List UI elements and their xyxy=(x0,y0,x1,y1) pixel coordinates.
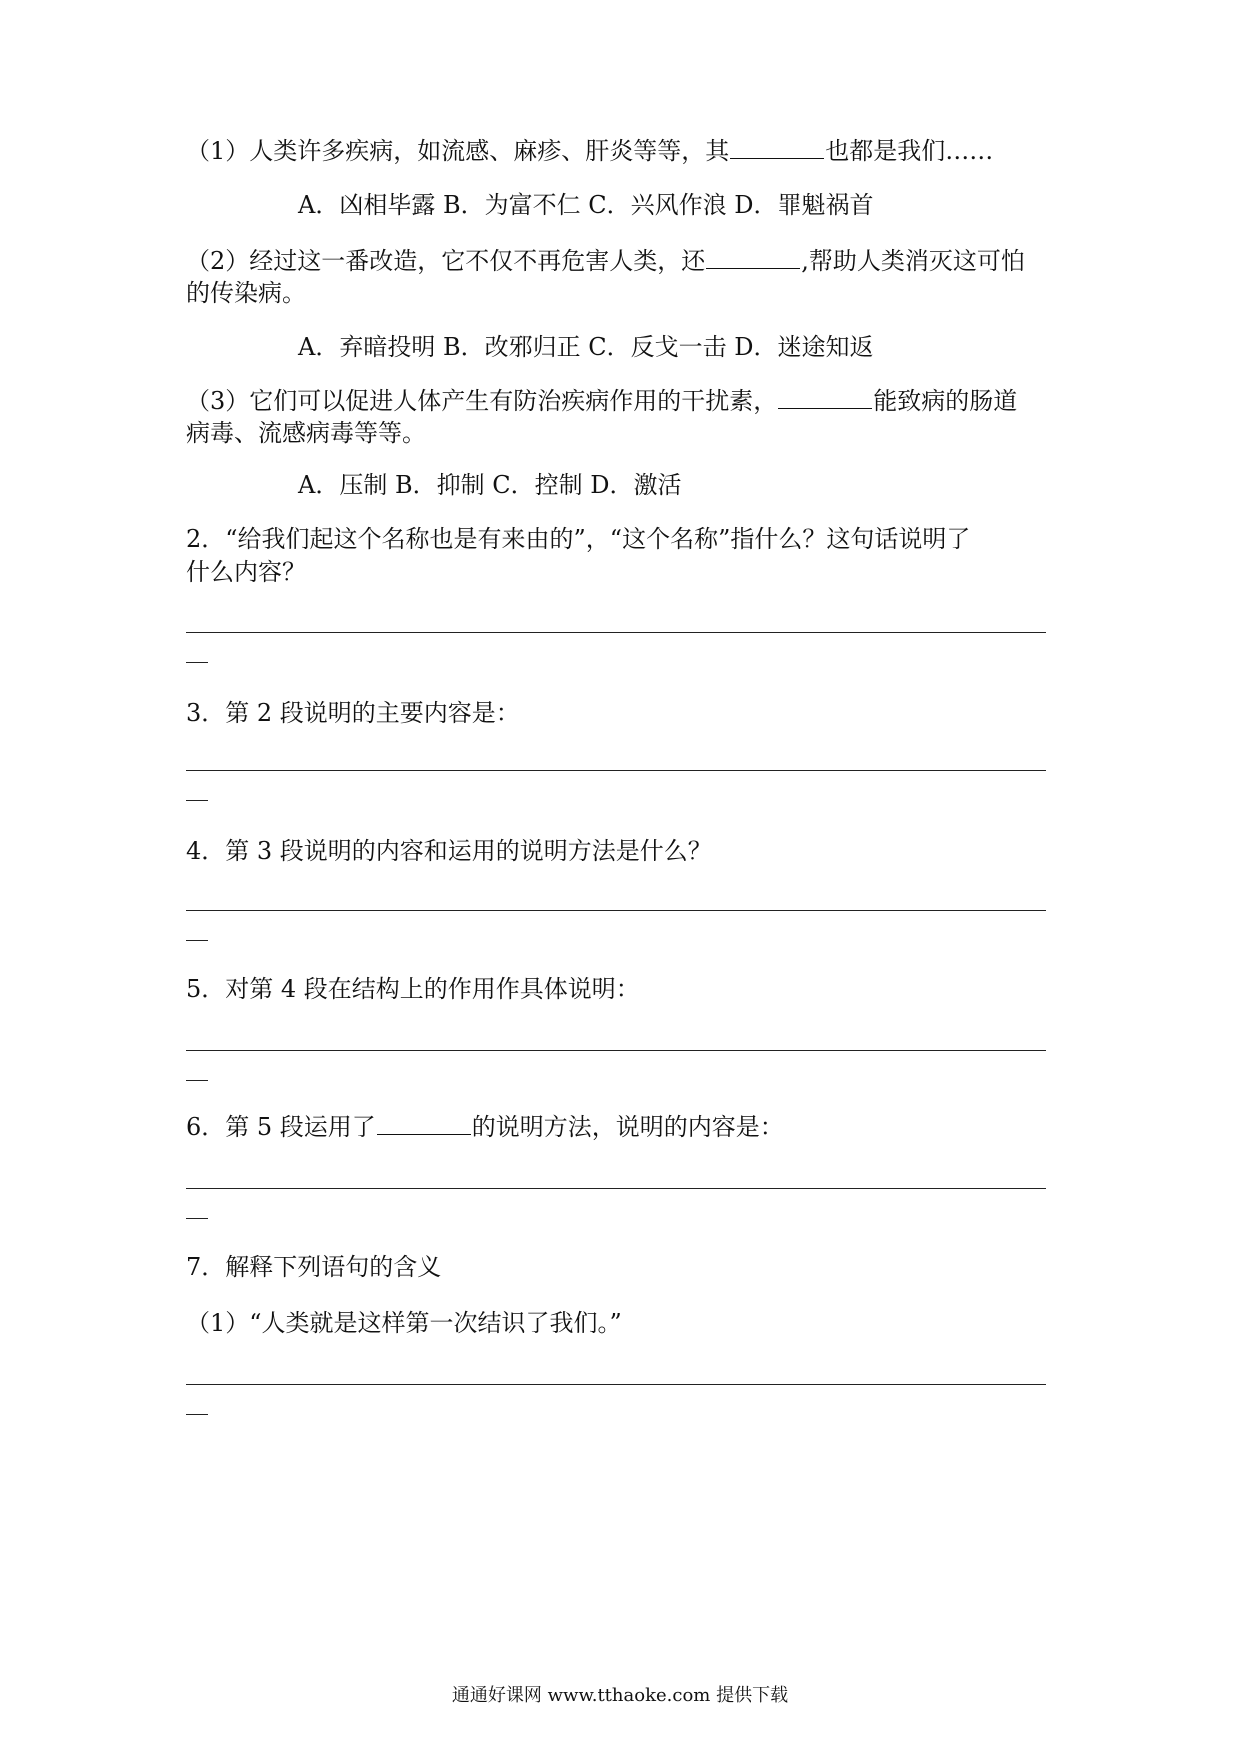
question-text: （3）它们可以促进人体产生有防治疾病作用的干扰素， xyxy=(186,387,778,415)
answer-line-4[interactable] xyxy=(186,910,1046,911)
question-text: 能致病的肠道 xyxy=(873,387,1018,415)
question-text: 也都是我们…… xyxy=(825,137,994,165)
question-1-1 xyxy=(186,134,993,168)
answer-line-6[interactable] xyxy=(186,1188,1046,1189)
answer-line-5[interactable] xyxy=(186,1050,1046,1051)
question-6 xyxy=(186,1110,784,1144)
fill-blank[interactable] xyxy=(706,244,800,269)
question-2-cont: 什么内容？ xyxy=(186,558,306,586)
question-3: 3．第 2 段说明的主要内容是： xyxy=(186,699,520,727)
question-text: 的说明方法，说明的内容是： xyxy=(471,1113,784,1141)
question-1-3 xyxy=(186,384,1017,418)
answer-line-stub xyxy=(186,662,208,663)
answer-line-stub xyxy=(186,1414,208,1415)
options-1-1: A．凶相毕露 B．为富不仁 C．兴风作浪 D．罪魁祸首 xyxy=(298,191,874,219)
question-text: （2）经过这一番改造，它不仅不再危害人类，还 xyxy=(186,247,706,275)
question-7-1: （1）“人类就是这样第一次结识了我们。” xyxy=(186,1309,622,1337)
answer-line-7-1[interactable] xyxy=(186,1384,1046,1385)
answer-line-3[interactable] xyxy=(186,770,1046,771)
answer-line-2[interactable] xyxy=(186,632,1046,633)
page-footer: 通通好课网 www.tthaoke.com 提供下载 xyxy=(451,1685,789,1706)
question-5: 5．对第 4 段在结构上的作用作具体说明： xyxy=(186,975,640,1003)
answer-line-stub xyxy=(186,1080,208,1081)
question-7: 7．解释下列语句的含义 xyxy=(186,1253,442,1281)
answer-line-stub xyxy=(186,940,208,941)
question-2: 2．“给我们起这个名称也是有来由的”，“这个名称”指什么？这句话说明了 xyxy=(186,525,971,553)
question-4: 4．第 3 段说明的内容和运用的说明方法是什么？ xyxy=(186,837,712,865)
options-1-3: A．压制 B．抑制 C．控制 D．激活 xyxy=(298,471,682,499)
answer-line-stub xyxy=(186,800,208,801)
answer-line-stub xyxy=(186,1218,208,1219)
question-text: （1）人类许多疾病，如流感、麻疹、肝炎等等，其 xyxy=(186,137,730,165)
question-1-2-cont: 的传染病。 xyxy=(186,279,306,307)
question-1-3-cont: 病毒、流感病毒等等。 xyxy=(186,419,426,447)
fill-blank[interactable] xyxy=(377,1110,471,1135)
fill-blank[interactable] xyxy=(778,384,872,409)
question-text: ,帮助人类消灭这可怕 xyxy=(801,247,1025,275)
question-1-2 xyxy=(186,244,1025,278)
options-1-2: A．弃暗投明 B．改邪归正 C．反戈一击 D．迷途知返 xyxy=(298,333,874,361)
question-text: 6．第 5 段运用了 xyxy=(186,1113,376,1141)
fill-blank[interactable] xyxy=(730,134,824,159)
